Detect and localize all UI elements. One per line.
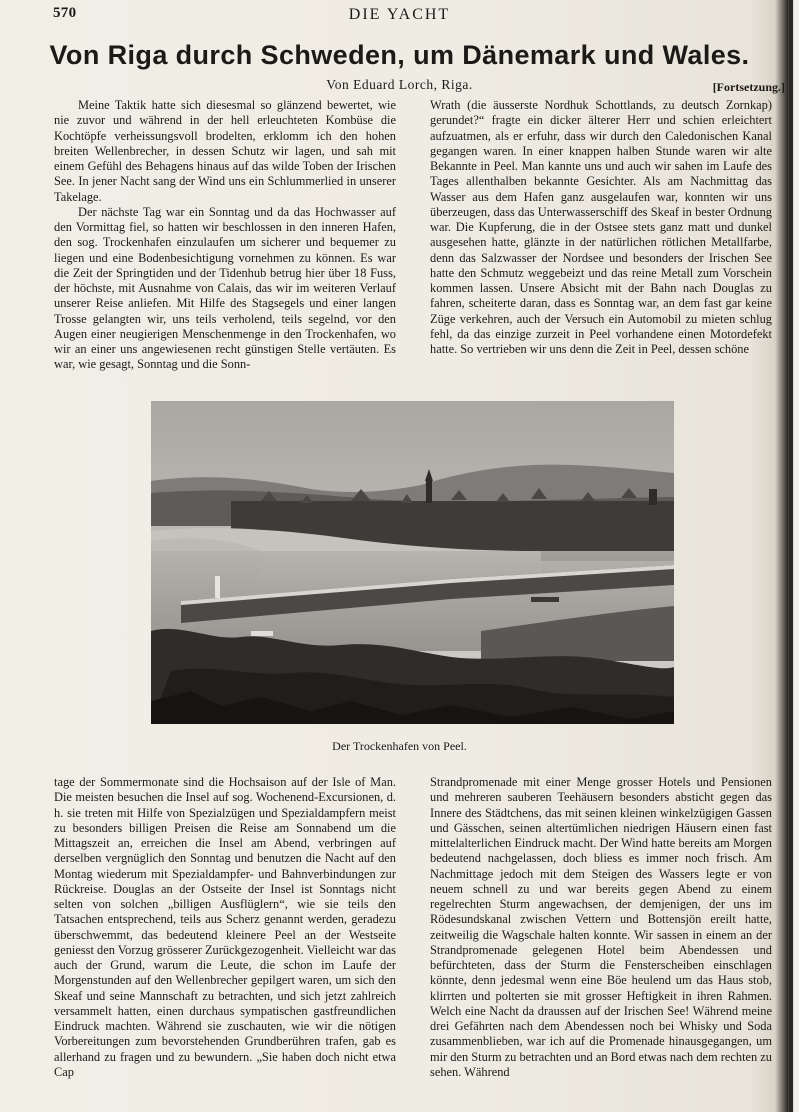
article-title: Von Riga durch Schweden, um Dänemark und Wales. [49,40,750,70]
binding-edge [789,0,793,1112]
paragraph: Strandpromenade mit einer Menge grosser Hotels und Pensionen und mehreren sauberen Teehäusern besonders absticht gegen das Innere des Städtchens, das mit seinen kleinen winkelzügigen Gassen und Gässchen, seinen altertümlichen niedrigen Häusern einen fast mittelalterlichen Eindruck macht. Der Wind hatte bereits am Morgen bedeutend nachgelassen, doch bliess es immer noch frisch. Am Nachmittage jedoch mit dem Steigen des Wassers legte er von neuem schnell zu und war bereits gegen Abend zu einem regelrechten Sturm angewachsen, der demjenigen, der uns im Rödesundskanal zwischen Vettern und Bottensjön ereilt hatte, zeitweilig die Wagschale halten konnte. Wir sassen in einem an der Strandpromenade gelegenen Hotel beim Abendessen und befürchteten, dass der Sturm die Fensterscheiben einschlagen könnte, denn jedesmal wenn eine Böe heulend um das Haus stob, klirrten und polterten sie mit grosser Heftigkeit in ihren Rahmen. Welch eine Nacht da draussen auf der Irischen See! Während meine drei Gefährten nach dem Abendessen noch bei Whisky und Soda zusammenblieben, war ich auf die Promenade hinausgegangen, um mir den Sturm zu betrachten und an Bord etwas nach dem rechten zu sehen. Während [430,775,773,1079]
running-title: DIE YACHT [348,6,451,23]
paragraph: tage der Sommermonate sind die Hochsaison auf der Isle of Man. Die meisten besuchen die Insel auf sog. Wochenend-Excursionen, d. h. sie treten mit Hilfe von Spezialzügen und Spezialdampfern meist zu besonders billigen Preisen die Reise am Sonnabend um die Mittagszeit an, erreichen die Insel am Abend, verbringen auf derselben vergnüglich den Sonntag und benutzen die Nacht auf den Montag wiederum mit Spezialdampfer- und Bahnverbindungen zur Rückreise. Douglas an der Ostseite der Insel ist Sonntags nicht selten von solchen „billigen Ausflüglern“, wie sie teils den Tatsachen entsprechend, teils aus Scherz genannt werden, geradezu überschwemmt, das bedeutend kleinere Peel an der Westseite geniesst den Vorzug grösserer Zurückgezogenheit. Vielleicht war das auch der Grund, warum die Leute, die schon im Laufe der Morgenstunden auf den Wellenbrecher gepilgert waren, um sich den Skeaf und seine Mannschaft zu betrachten, und sich jetzt zahlreich versammelt hatten, einen durchaus sympatischen gastfreundlichen Eindruck machten. Während sie zuschauten, wie wir die nötigen Vorbereitungen zum bevorstehenden Grundberühren trafen, gab es allerhand zu fragen und zu bewundern. „Sie haben doch nicht etwa Cap [54,775,396,1079]
article-byline: Von Eduard Lorch, Riga. [326,77,473,92]
peel-harbour-image [151,401,674,724]
column-top-right [430,98,772,357]
paragraph: Wrath (die äusserste Nordhuk Schottlands, zu deutsch Zornkap) gerundet?“ fragte ein dicker älterer Herr und schien erleichtert aufzuatmen, als er erfuhr, dass wir durch den Caledonischen Kanal gegangen waren. In einer knappen halben Stunde waren wir alte Bekannte in Peel. Man kannte uns und auch wir sahen im Laufe des Tages allenthalben bekannte Gesichter. Als am Nachmittag das Wasser aus dem Hafen ganz ausgelaufen war, konnten wir uns überzeugen, dass das Unterwasserschiff des Skeaf in bester Ordnung war. Die Kupferung, die in der Ostsee stets ganz matt und dunkel ausgesehen hatte, glänzte in der natürlichen rötlichen Metallfarbe, denn das Salzwasser der Nordsee und besonders der Irischen See hatte den Schmutz weggebeizt und das reine Metall zum Vorschein kommen lassen. Unsere Absicht mit der Bahn nach Douglas zu fahren, scheiterte daran, dass es Sonntag war, an dem fast gar keine Züge verkehren, auch der Versuch ein Automobil zu mieten schlug fehl, da das einzige zurzeit in Peel vorhandene einen Motordefekt hatte. So vertrieben wir uns denn die Zeit in Peel, dessen schöne [430,98,772,356]
page-number: 570 [53,5,77,21]
continuation-note: [Fortsetzung.] [712,80,785,94]
harbour-photograph [151,401,674,724]
paragraph: Meine Taktik hatte sich diesesmal so glänzend bewertet, wie nie zuvor und während in der hell erleuchteten Kombüse die Kochtöpfe verheissungsvoll brodelten, erklomm ich den hohen breiten Wellenbrecher, in dessen Schutz wir lagen, und sah mit einem Gefühl des Behagens hinaus auf das wilde Toben der Irischen See. In jener Nacht sang der Wind uns ein Schlummerlied in unserer Takelage. [54,98,396,204]
column-bottom-left [54,775,396,1080]
photo-caption: Der Trockenhafen von Peel. [332,739,467,753]
column-bottom-right [430,775,772,1080]
paragraph: Der nächste Tag war ein Sonntag und da das Hochwasser auf den Vormittag fiel, so hatten wir beschlossen in den inneren Hafen, den sog. Trockenhafen einzulaufen um sicherer und bequemer zu liegen und eine Bodenbesichtigung vornehmen zu können. Es war die Zeit der Springtiden und der Tidenhub betrug hier über 18 Fuss, der höchste, mit Ausnahme von Calais, das wir im weiteren Verlauf unserer Reise anliefen. Mit Hilfe des Stagsegels und einer langen Trosse gelangten wir, uns teils verholend, teils segelnd, vor den Augen einer neugierigen Menschenmenge in den Trockenhafen, wo wir an einer uns angewiesenen recht günstigen Stelle vertäuten. Es war, wie gesagt, Sonntag und die Sonn- [54,204,396,372]
column-top-left [54,98,396,373]
